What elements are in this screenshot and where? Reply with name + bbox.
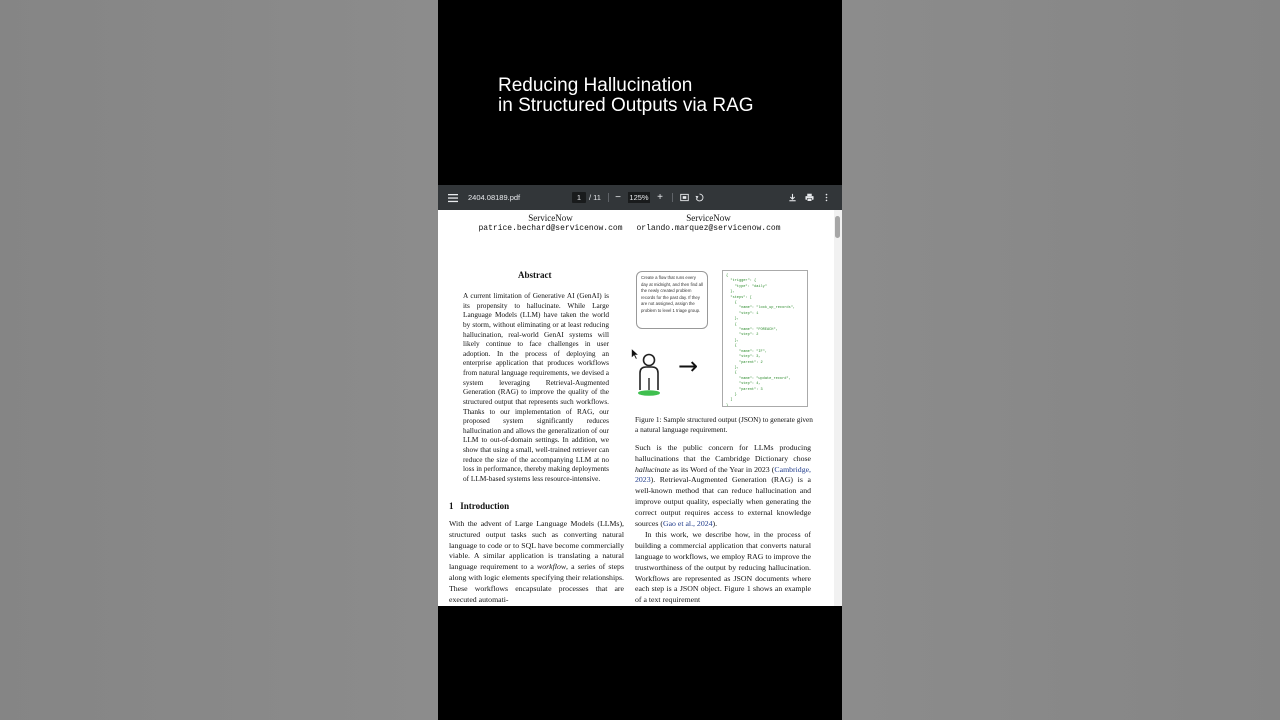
arrow-icon: → — [678, 352, 699, 380]
toolbar-divider — [608, 193, 609, 202]
toolbar-divider — [672, 193, 673, 202]
citation-link[interactable]: Gao et al., 2024 — [662, 518, 713, 528]
citation-link[interactable]: Cambridge, 2023 — [635, 464, 811, 485]
intro-emphasis: workflow — [537, 562, 567, 572]
right-background — [842, 0, 1280, 720]
mouse-cursor-icon — [631, 348, 639, 360]
scrollbar-thumb[interactable] — [835, 216, 840, 238]
zoom-level-input[interactable]: 125% — [629, 193, 649, 202]
body-text: ). Retrieval-Augmented Generation (RAG) is a well-known method that can reduce hallucination and improve output quality, especially when generating the correct output requires access to external knowledge sources ( — [635, 475, 811, 528]
author-1-org: ServiceNow — [528, 213, 573, 223]
download-icon[interactable] — [786, 185, 798, 210]
author-2 — [636, 213, 781, 233]
figure-1 — [634, 268, 812, 410]
body-text: ). — [712, 518, 718, 528]
rotate-icon[interactable] — [693, 185, 705, 210]
fit-page-icon[interactable] — [678, 185, 690, 210]
intro-paragraph — [449, 519, 624, 605]
body-text: as its Word of the Year in 2023 ( — [670, 464, 775, 474]
author-2-org: ServiceNow — [686, 213, 731, 223]
page-number-input[interactable]: 1 — [572, 192, 586, 203]
user-person-icon — [636, 352, 662, 398]
menu-icon[interactable] — [446, 185, 460, 210]
section-title: Introduction — [460, 501, 510, 511]
body-emphasis: hallucinate — [635, 464, 671, 474]
json-output-box: { "trigger": { "type": "daily" }, "steps": [ { "name": "look_up_records", "step": 1 }, { "name": "FOREACH", "step": 2 }, { "name": "IF", "step": 3, "parent": 2 }, { "name": "update_record", "step": 4, "parent": 3 } ] } — [722, 270, 808, 407]
page-total: / 11 — [589, 193, 601, 202]
right-paragraph-2: In this work, we describe how, in the process of building a commercial application that converts natural language to workflows, we employ RAG to improve the trustworthiness of the output by reducing hallucination. Workflows are represented as JSON documents where each step is a JSON object. Figure 1 shows an example of a text requirement — [635, 530, 811, 605]
section-number: 1 — [449, 501, 454, 511]
video-frame — [438, 0, 842, 720]
abstract-text: A current limitation of Generative AI (GenAI) is its propensity to hallucinate. While Large Language Models (LLM) have taken the world by storm, without eliminating or at least reducing hallucination, real-world GenAI systems will likely continue to face challenges in user adoption. In the process of deploying an enterprise application that produces workflows from natural language requirements, we devised a system leveraging Retrieval-Augmented Generation (RAG) to improve the quality of the structured output that represents such workflows. Thanks to our implementation of RAG, our proposed system significantly reduces hallucination and allows the generalization of our LLM to out-of-domain settings. In addition, we show that using a small, well-trained retriever can reduce the size of the accompanying LLM at no loss in performance, thereby making deployments of LLM-based systems less resource-intensive. — [463, 291, 609, 483]
print-icon[interactable] — [803, 185, 815, 210]
video-title — [498, 76, 754, 116]
section-heading — [449, 501, 509, 511]
pdf-page — [438, 210, 834, 606]
intro-text: With the advent of Large Language Models (LLMs), structured output tasks such as converting natural language to code or to SQL have become commercially viable. A similar application is translating a natural language requirement to a — [449, 519, 624, 572]
author-2-email: orlando.marquez@servicenow.com — [636, 224, 781, 233]
title-line-1: Reducing Hallucination — [498, 75, 693, 96]
title-line-2: in Structured Outputs via RAG — [498, 95, 754, 116]
figure-caption: Figure 1: Sample structured output (JSON) to generate given a natural language requirement. — [635, 415, 813, 434]
right-paragraph-1 — [635, 443, 811, 529]
pdf-filename: 2404.08189.pdf — [468, 193, 521, 202]
author-1-email: patrice.bechard@servicenow.com — [478, 224, 623, 233]
pdf-toolbar — [438, 185, 842, 210]
body-text: Such is the public concern for LLMs producing hallucinations that the Cambridge Dictionary chose — [635, 443, 811, 463]
author-1 — [478, 213, 623, 233]
intro-text: , a series of steps along with logic elements specifying their relationships. These workflows encapsulate processes that are executed automati- — [449, 562, 624, 604]
abstract-heading: Abstract — [518, 270, 552, 280]
left-background — [0, 0, 438, 720]
more-options-icon[interactable] — [820, 185, 832, 210]
zoom-in-button[interactable]: + — [657, 192, 663, 203]
right-column-text — [635, 443, 811, 606]
scrollbar[interactable] — [834, 210, 842, 606]
zoom-out-button[interactable]: − — [615, 192, 621, 203]
prompt-speech-bubble: Create a flow that runs every day at midnight, and then find all the newly created problem records for the past day. If they are not assigned, assign the problem to level 1 triage group. — [636, 271, 708, 329]
